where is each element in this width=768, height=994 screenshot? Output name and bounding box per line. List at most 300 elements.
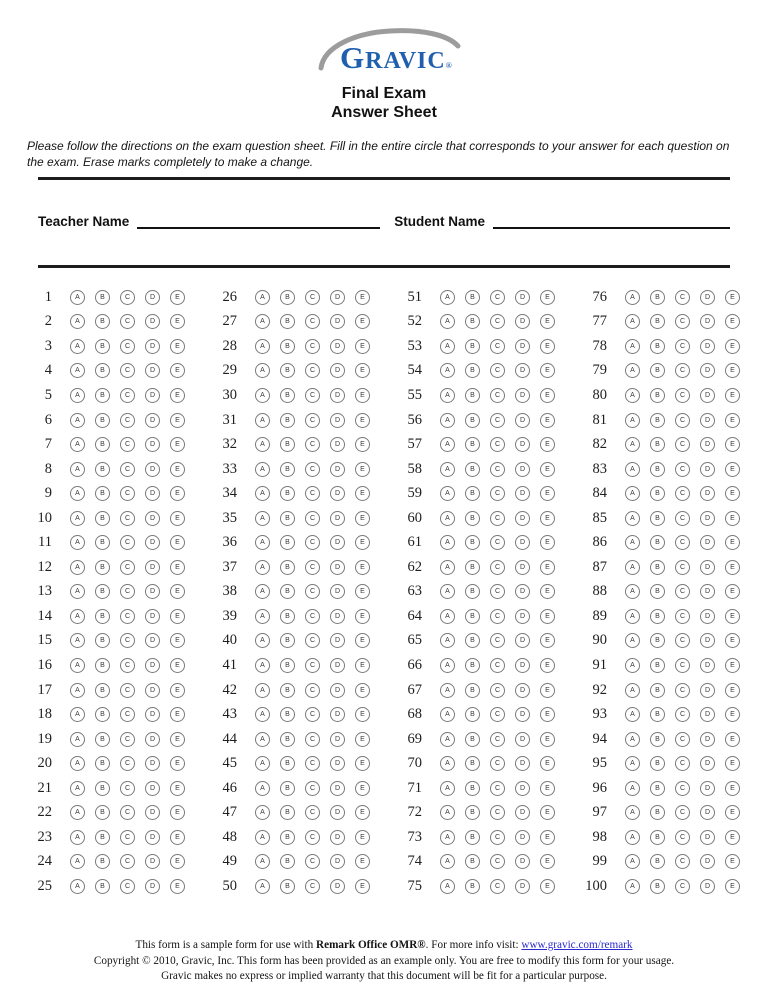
bubble-q53-D[interactable]: D [515, 339, 530, 354]
bubble-q18-A[interactable]: A [70, 707, 85, 722]
bubble-q57-D[interactable]: D [515, 437, 530, 452]
bubble-q90-E[interactable]: E [725, 633, 740, 648]
bubble-q31-B[interactable]: B [280, 413, 295, 428]
bubble-q27-D[interactable]: D [330, 314, 345, 329]
bubble-q43-B[interactable]: B [280, 707, 295, 722]
bubble-q94-B[interactable]: B [650, 732, 665, 747]
bubble-q3-C[interactable]: C [120, 339, 135, 354]
bubble-q94-A[interactable]: A [625, 732, 640, 747]
bubble-q14-A[interactable]: A [70, 609, 85, 624]
bubble-q95-B[interactable]: B [650, 756, 665, 771]
bubble-q82-E[interactable]: E [725, 437, 740, 452]
bubble-q72-A[interactable]: A [440, 805, 455, 820]
bubble-q62-D[interactable]: D [515, 560, 530, 575]
bubble-q39-D[interactable]: D [330, 609, 345, 624]
bubble-q46-E[interactable]: E [355, 781, 370, 796]
bubble-q8-B[interactable]: B [95, 462, 110, 477]
bubble-q92-B[interactable]: B [650, 683, 665, 698]
bubble-q52-C[interactable]: C [490, 314, 505, 329]
bubble-q82-C[interactable]: C [675, 437, 690, 452]
bubble-q91-C[interactable]: C [675, 658, 690, 673]
bubble-q64-D[interactable]: D [515, 609, 530, 624]
bubble-q84-B[interactable]: B [650, 486, 665, 501]
bubble-q23-A[interactable]: A [70, 830, 85, 845]
bubble-q71-C[interactable]: C [490, 781, 505, 796]
bubble-q52-B[interactable]: B [465, 314, 480, 329]
bubble-q38-D[interactable]: D [330, 584, 345, 599]
bubble-q29-A[interactable]: A [255, 363, 270, 378]
bubble-q59-D[interactable]: D [515, 486, 530, 501]
bubble-q19-E[interactable]: E [170, 732, 185, 747]
bubble-q53-C[interactable]: C [490, 339, 505, 354]
bubble-q1-C[interactable]: C [120, 290, 135, 305]
bubble-q31-E[interactable]: E [355, 413, 370, 428]
bubble-q60-A[interactable]: A [440, 511, 455, 526]
bubble-q6-D[interactable]: D [145, 413, 160, 428]
bubble-q9-B[interactable]: B [95, 486, 110, 501]
bubble-q95-D[interactable]: D [700, 756, 715, 771]
bubble-q5-D[interactable]: D [145, 388, 160, 403]
bubble-q44-C[interactable]: C [305, 732, 320, 747]
bubble-q77-A[interactable]: A [625, 314, 640, 329]
bubble-q77-D[interactable]: D [700, 314, 715, 329]
bubble-q70-E[interactable]: E [540, 756, 555, 771]
bubble-q36-D[interactable]: D [330, 535, 345, 550]
bubble-q82-D[interactable]: D [700, 437, 715, 452]
bubble-q6-E[interactable]: E [170, 413, 185, 428]
bubble-q40-D[interactable]: D [330, 633, 345, 648]
bubble-q54-B[interactable]: B [465, 363, 480, 378]
bubble-q2-A[interactable]: A [70, 314, 85, 329]
bubble-q14-C[interactable]: C [120, 609, 135, 624]
bubble-q67-A[interactable]: A [440, 683, 455, 698]
bubble-q50-A[interactable]: A [255, 879, 270, 894]
bubble-q52-A[interactable]: A [440, 314, 455, 329]
bubble-q72-B[interactable]: B [465, 805, 480, 820]
bubble-q20-A[interactable]: A [70, 756, 85, 771]
bubble-q17-E[interactable]: E [170, 683, 185, 698]
bubble-q16-D[interactable]: D [145, 658, 160, 673]
bubble-q40-C[interactable]: C [305, 633, 320, 648]
bubble-q6-B[interactable]: B [95, 413, 110, 428]
bubble-q52-E[interactable]: E [540, 314, 555, 329]
bubble-q37-B[interactable]: B [280, 560, 295, 575]
bubble-q80-B[interactable]: B [650, 388, 665, 403]
bubble-q18-E[interactable]: E [170, 707, 185, 722]
bubble-q12-D[interactable]: D [145, 560, 160, 575]
bubble-q15-B[interactable]: B [95, 633, 110, 648]
gravic-remark-link[interactable]: www.gravic.com/remark [521, 939, 633, 951]
bubble-q34-A[interactable]: A [255, 486, 270, 501]
bubble-q16-C[interactable]: C [120, 658, 135, 673]
bubble-q69-B[interactable]: B [465, 732, 480, 747]
bubble-q35-E[interactable]: E [355, 511, 370, 526]
bubble-q81-E[interactable]: E [725, 413, 740, 428]
bubble-q38-C[interactable]: C [305, 584, 320, 599]
bubble-q19-C[interactable]: C [120, 732, 135, 747]
bubble-q97-C[interactable]: C [675, 805, 690, 820]
bubble-q80-C[interactable]: C [675, 388, 690, 403]
bubble-q65-A[interactable]: A [440, 633, 455, 648]
bubble-q33-D[interactable]: D [330, 462, 345, 477]
bubble-q78-A[interactable]: A [625, 339, 640, 354]
bubble-q19-B[interactable]: B [95, 732, 110, 747]
bubble-q30-A[interactable]: A [255, 388, 270, 403]
bubble-q60-D[interactable]: D [515, 511, 530, 526]
bubble-q71-E[interactable]: E [540, 781, 555, 796]
bubble-q16-B[interactable]: B [95, 658, 110, 673]
bubble-q1-A[interactable]: A [70, 290, 85, 305]
bubble-q42-A[interactable]: A [255, 683, 270, 698]
bubble-q19-A[interactable]: A [70, 732, 85, 747]
bubble-q85-B[interactable]: B [650, 511, 665, 526]
bubble-q68-B[interactable]: B [465, 707, 480, 722]
bubble-q37-A[interactable]: A [255, 560, 270, 575]
bubble-q64-A[interactable]: A [440, 609, 455, 624]
bubble-q85-E[interactable]: E [725, 511, 740, 526]
bubble-q79-D[interactable]: D [700, 363, 715, 378]
bubble-q21-C[interactable]: C [120, 781, 135, 796]
bubble-q41-C[interactable]: C [305, 658, 320, 673]
bubble-q39-B[interactable]: B [280, 609, 295, 624]
bubble-q33-C[interactable]: C [305, 462, 320, 477]
bubble-q29-C[interactable]: C [305, 363, 320, 378]
bubble-q55-C[interactable]: C [490, 388, 505, 403]
bubble-q98-C[interactable]: C [675, 830, 690, 845]
bubble-q8-E[interactable]: E [170, 462, 185, 477]
bubble-q1-E[interactable]: E [170, 290, 185, 305]
bubble-q4-D[interactable]: D [145, 363, 160, 378]
bubble-q66-C[interactable]: C [490, 658, 505, 673]
bubble-q54-A[interactable]: A [440, 363, 455, 378]
bubble-q3-E[interactable]: E [170, 339, 185, 354]
bubble-q44-E[interactable]: E [355, 732, 370, 747]
bubble-q7-E[interactable]: E [170, 437, 185, 452]
bubble-q34-D[interactable]: D [330, 486, 345, 501]
bubble-q47-D[interactable]: D [330, 805, 345, 820]
bubble-q33-A[interactable]: A [255, 462, 270, 477]
bubble-q10-B[interactable]: B [95, 511, 110, 526]
bubble-q88-C[interactable]: C [675, 584, 690, 599]
bubble-q84-E[interactable]: E [725, 486, 740, 501]
bubble-q32-C[interactable]: C [305, 437, 320, 452]
bubble-q56-E[interactable]: E [540, 413, 555, 428]
bubble-q93-B[interactable]: B [650, 707, 665, 722]
bubble-q45-C[interactable]: C [305, 756, 320, 771]
bubble-q4-E[interactable]: E [170, 363, 185, 378]
bubble-q86-E[interactable]: E [725, 535, 740, 550]
bubble-q75-B[interactable]: B [465, 879, 480, 894]
bubble-q78-C[interactable]: C [675, 339, 690, 354]
bubble-q69-C[interactable]: C [490, 732, 505, 747]
bubble-q28-E[interactable]: E [355, 339, 370, 354]
bubble-q69-D[interactable]: D [515, 732, 530, 747]
bubble-q1-D[interactable]: D [145, 290, 160, 305]
bubble-q86-D[interactable]: D [700, 535, 715, 550]
bubble-q26-B[interactable]: B [280, 290, 295, 305]
bubble-q61-E[interactable]: E [540, 535, 555, 550]
bubble-q61-D[interactable]: D [515, 535, 530, 550]
bubble-q6-C[interactable]: C [120, 413, 135, 428]
bubble-q57-E[interactable]: E [540, 437, 555, 452]
bubble-q93-A[interactable]: A [625, 707, 640, 722]
bubble-q28-D[interactable]: D [330, 339, 345, 354]
bubble-q7-D[interactable]: D [145, 437, 160, 452]
bubble-q70-B[interactable]: B [465, 756, 480, 771]
bubble-q86-C[interactable]: C [675, 535, 690, 550]
bubble-q20-C[interactable]: C [120, 756, 135, 771]
bubble-q12-C[interactable]: C [120, 560, 135, 575]
bubble-q62-C[interactable]: C [490, 560, 505, 575]
bubble-q97-A[interactable]: A [625, 805, 640, 820]
bubble-q71-B[interactable]: B [465, 781, 480, 796]
bubble-q20-D[interactable]: D [145, 756, 160, 771]
bubble-q18-C[interactable]: C [120, 707, 135, 722]
bubble-q49-C[interactable]: C [305, 854, 320, 869]
bubble-q55-E[interactable]: E [540, 388, 555, 403]
bubble-q32-A[interactable]: A [255, 437, 270, 452]
bubble-q35-D[interactable]: D [330, 511, 345, 526]
bubble-q23-D[interactable]: D [145, 830, 160, 845]
bubble-q15-D[interactable]: D [145, 633, 160, 648]
bubble-q54-E[interactable]: E [540, 363, 555, 378]
bubble-q33-E[interactable]: E [355, 462, 370, 477]
bubble-q59-E[interactable]: E [540, 486, 555, 501]
teacher-name-field[interactable] [137, 212, 380, 229]
bubble-q74-A[interactable]: A [440, 854, 455, 869]
bubble-q73-A[interactable]: A [440, 830, 455, 845]
bubble-q24-E[interactable]: E [170, 854, 185, 869]
bubble-q42-D[interactable]: D [330, 683, 345, 698]
bubble-q79-B[interactable]: B [650, 363, 665, 378]
bubble-q14-D[interactable]: D [145, 609, 160, 624]
bubble-q16-A[interactable]: A [70, 658, 85, 673]
bubble-q10-A[interactable]: A [70, 511, 85, 526]
bubble-q98-A[interactable]: A [625, 830, 640, 845]
bubble-q45-A[interactable]: A [255, 756, 270, 771]
bubble-q43-D[interactable]: D [330, 707, 345, 722]
bubble-q3-A[interactable]: A [70, 339, 85, 354]
bubble-q51-A[interactable]: A [440, 290, 455, 305]
bubble-q15-E[interactable]: E [170, 633, 185, 648]
bubble-q65-B[interactable]: B [465, 633, 480, 648]
bubble-q36-E[interactable]: E [355, 535, 370, 550]
bubble-q76-D[interactable]: D [700, 290, 715, 305]
bubble-q88-E[interactable]: E [725, 584, 740, 599]
bubble-q87-B[interactable]: B [650, 560, 665, 575]
bubble-q12-E[interactable]: E [170, 560, 185, 575]
bubble-q56-B[interactable]: B [465, 413, 480, 428]
bubble-q75-A[interactable]: A [440, 879, 455, 894]
bubble-q21-E[interactable]: E [170, 781, 185, 796]
bubble-q88-B[interactable]: B [650, 584, 665, 599]
bubble-q91-A[interactable]: A [625, 658, 640, 673]
bubble-q67-C[interactable]: C [490, 683, 505, 698]
bubble-q39-A[interactable]: A [255, 609, 270, 624]
bubble-q46-C[interactable]: C [305, 781, 320, 796]
bubble-q65-D[interactable]: D [515, 633, 530, 648]
bubble-q38-B[interactable]: B [280, 584, 295, 599]
bubble-q44-B[interactable]: B [280, 732, 295, 747]
bubble-q98-E[interactable]: E [725, 830, 740, 845]
bubble-q4-A[interactable]: A [70, 363, 85, 378]
bubble-q68-A[interactable]: A [440, 707, 455, 722]
bubble-q7-B[interactable]: B [95, 437, 110, 452]
bubble-q58-A[interactable]: A [440, 462, 455, 477]
bubble-q100-B[interactable]: B [650, 879, 665, 894]
bubble-q79-A[interactable]: A [625, 363, 640, 378]
bubble-q5-E[interactable]: E [170, 388, 185, 403]
bubble-q96-A[interactable]: A [625, 781, 640, 796]
bubble-q7-A[interactable]: A [70, 437, 85, 452]
bubble-q85-A[interactable]: A [625, 511, 640, 526]
bubble-q79-C[interactable]: C [675, 363, 690, 378]
bubble-q52-D[interactable]: D [515, 314, 530, 329]
bubble-q83-C[interactable]: C [675, 462, 690, 477]
bubble-q56-A[interactable]: A [440, 413, 455, 428]
bubble-q63-B[interactable]: B [465, 584, 480, 599]
bubble-q92-A[interactable]: A [625, 683, 640, 698]
bubble-q56-D[interactable]: D [515, 413, 530, 428]
bubble-q22-D[interactable]: D [145, 805, 160, 820]
bubble-q35-B[interactable]: B [280, 511, 295, 526]
bubble-q96-E[interactable]: E [725, 781, 740, 796]
bubble-q54-C[interactable]: C [490, 363, 505, 378]
bubble-q87-A[interactable]: A [625, 560, 640, 575]
bubble-q68-D[interactable]: D [515, 707, 530, 722]
bubble-q39-E[interactable]: E [355, 609, 370, 624]
bubble-q34-E[interactable]: E [355, 486, 370, 501]
bubble-q67-D[interactable]: D [515, 683, 530, 698]
bubble-q21-A[interactable]: A [70, 781, 85, 796]
bubble-q72-E[interactable]: E [540, 805, 555, 820]
bubble-q45-B[interactable]: B [280, 756, 295, 771]
bubble-q1-B[interactable]: B [95, 290, 110, 305]
bubble-q13-C[interactable]: C [120, 584, 135, 599]
bubble-q74-D[interactable]: D [515, 854, 530, 869]
bubble-q80-D[interactable]: D [700, 388, 715, 403]
bubble-q2-D[interactable]: D [145, 314, 160, 329]
bubble-q75-C[interactable]: C [490, 879, 505, 894]
bubble-q26-E[interactable]: E [355, 290, 370, 305]
bubble-q30-C[interactable]: C [305, 388, 320, 403]
bubble-q61-B[interactable]: B [465, 535, 480, 550]
bubble-q53-B[interactable]: B [465, 339, 480, 354]
bubble-q59-B[interactable]: B [465, 486, 480, 501]
bubble-q31-A[interactable]: A [255, 413, 270, 428]
bubble-q50-C[interactable]: C [305, 879, 320, 894]
bubble-q6-A[interactable]: A [70, 413, 85, 428]
bubble-q89-E[interactable]: E [725, 609, 740, 624]
bubble-q95-C[interactable]: C [675, 756, 690, 771]
bubble-q98-D[interactable]: D [700, 830, 715, 845]
bubble-q75-D[interactable]: D [515, 879, 530, 894]
bubble-q42-E[interactable]: E [355, 683, 370, 698]
bubble-q11-D[interactable]: D [145, 535, 160, 550]
bubble-q58-B[interactable]: B [465, 462, 480, 477]
bubble-q26-A[interactable]: A [255, 290, 270, 305]
bubble-q17-B[interactable]: B [95, 683, 110, 698]
bubble-q17-D[interactable]: D [145, 683, 160, 698]
bubble-q72-C[interactable]: C [490, 805, 505, 820]
bubble-q53-E[interactable]: E [540, 339, 555, 354]
bubble-q32-D[interactable]: D [330, 437, 345, 452]
bubble-q80-E[interactable]: E [725, 388, 740, 403]
bubble-q88-A[interactable]: A [625, 584, 640, 599]
bubble-q44-A[interactable]: A [255, 732, 270, 747]
bubble-q17-C[interactable]: C [120, 683, 135, 698]
bubble-q44-D[interactable]: D [330, 732, 345, 747]
bubble-q14-B[interactable]: B [95, 609, 110, 624]
bubble-q33-B[interactable]: B [280, 462, 295, 477]
bubble-q24-C[interactable]: C [120, 854, 135, 869]
bubble-q4-C[interactable]: C [120, 363, 135, 378]
bubble-q66-B[interactable]: B [465, 658, 480, 673]
bubble-q87-C[interactable]: C [675, 560, 690, 575]
bubble-q46-B[interactable]: B [280, 781, 295, 796]
bubble-q73-B[interactable]: B [465, 830, 480, 845]
bubble-q14-E[interactable]: E [170, 609, 185, 624]
bubble-q28-C[interactable]: C [305, 339, 320, 354]
bubble-q91-D[interactable]: D [700, 658, 715, 673]
bubble-q74-C[interactable]: C [490, 854, 505, 869]
bubble-q31-D[interactable]: D [330, 413, 345, 428]
bubble-q76-B[interactable]: B [650, 290, 665, 305]
bubble-q13-B[interactable]: B [95, 584, 110, 599]
bubble-q84-C[interactable]: C [675, 486, 690, 501]
bubble-q2-C[interactable]: C [120, 314, 135, 329]
bubble-q40-A[interactable]: A [255, 633, 270, 648]
bubble-q47-E[interactable]: E [355, 805, 370, 820]
bubble-q87-D[interactable]: D [700, 560, 715, 575]
bubble-q56-C[interactable]: C [490, 413, 505, 428]
bubble-q90-B[interactable]: B [650, 633, 665, 648]
bubble-q20-B[interactable]: B [95, 756, 110, 771]
bubble-q96-B[interactable]: B [650, 781, 665, 796]
bubble-q9-D[interactable]: D [145, 486, 160, 501]
bubble-q18-D[interactable]: D [145, 707, 160, 722]
bubble-q86-A[interactable]: A [625, 535, 640, 550]
bubble-q32-E[interactable]: E [355, 437, 370, 452]
bubble-q69-E[interactable]: E [540, 732, 555, 747]
bubble-q92-D[interactable]: D [700, 683, 715, 698]
bubble-q62-A[interactable]: A [440, 560, 455, 575]
bubble-q73-E[interactable]: E [540, 830, 555, 845]
bubble-q25-E[interactable]: E [170, 879, 185, 894]
bubble-q98-B[interactable]: B [650, 830, 665, 845]
bubble-q85-D[interactable]: D [700, 511, 715, 526]
bubble-q8-A[interactable]: A [70, 462, 85, 477]
bubble-q38-E[interactable]: E [355, 584, 370, 599]
bubble-q27-A[interactable]: A [255, 314, 270, 329]
bubble-q70-A[interactable]: A [440, 756, 455, 771]
bubble-q23-E[interactable]: E [170, 830, 185, 845]
bubble-q68-C[interactable]: C [490, 707, 505, 722]
bubble-q99-D[interactable]: D [700, 854, 715, 869]
bubble-q54-D[interactable]: D [515, 363, 530, 378]
bubble-q50-B[interactable]: B [280, 879, 295, 894]
bubble-q34-B[interactable]: B [280, 486, 295, 501]
bubble-q8-C[interactable]: C [120, 462, 135, 477]
bubble-q29-E[interactable]: E [355, 363, 370, 378]
bubble-q66-A[interactable]: A [440, 658, 455, 673]
bubble-q24-A[interactable]: A [70, 854, 85, 869]
bubble-q26-C[interactable]: C [305, 290, 320, 305]
bubble-q95-A[interactable]: A [625, 756, 640, 771]
bubble-q69-A[interactable]: A [440, 732, 455, 747]
bubble-q18-B[interactable]: B [95, 707, 110, 722]
bubble-q89-D[interactable]: D [700, 609, 715, 624]
